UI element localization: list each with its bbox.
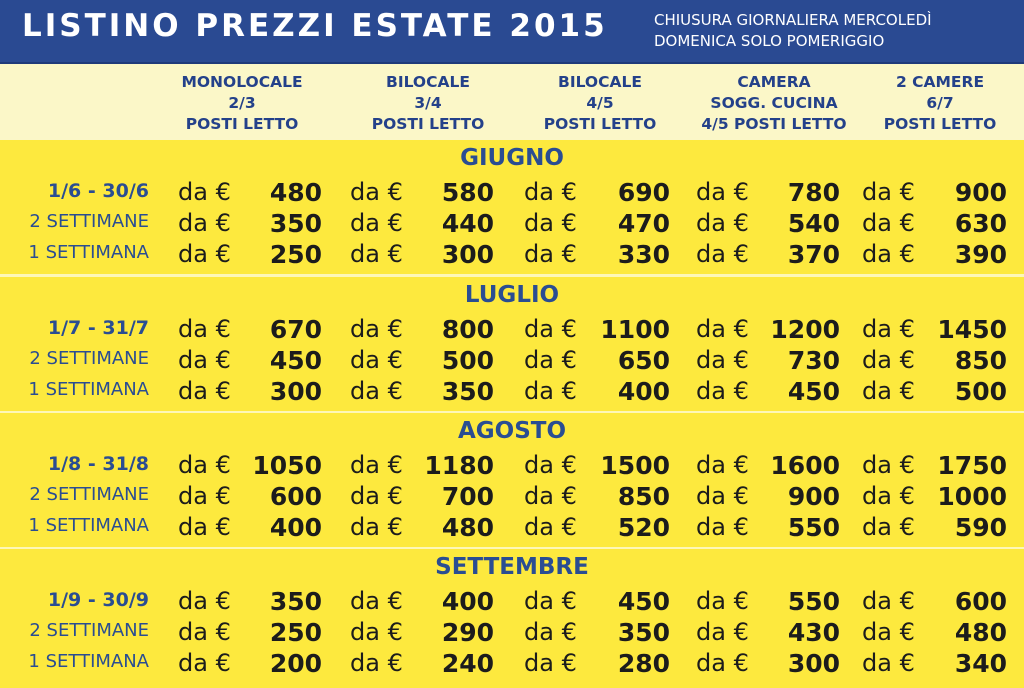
price-prefix: da €	[524, 178, 577, 206]
price-prefix: da €	[524, 209, 577, 237]
price-cell	[524, 209, 670, 239]
column-header-line: POSTI LETTO	[543, 115, 657, 133]
price-prefix: da €	[696, 513, 749, 541]
column-header-camera-cucina	[684, 72, 864, 135]
column-header-line: 4/5	[586, 94, 614, 112]
row-label: 1/7 - 31/7	[47, 317, 149, 339]
price-cell	[350, 451, 494, 481]
price-amount: 300	[441, 240, 494, 269]
price-amount: 1000	[937, 482, 1007, 511]
price-cell	[524, 618, 670, 648]
price-row-one-week	[0, 377, 1024, 407]
price-amount: 400	[269, 513, 322, 542]
price-prefix: da €	[862, 618, 915, 646]
price-prefix: da €	[862, 240, 915, 268]
price-cell	[696, 451, 840, 481]
column-header-bilocale-4-5	[510, 72, 690, 135]
price-amount: 350	[617, 618, 670, 647]
price-amount: 670	[269, 315, 322, 344]
price-row-full-period	[0, 451, 1024, 481]
price-prefix: da €	[178, 178, 231, 206]
price-row-one-week	[0, 649, 1024, 679]
month-section-luglio	[0, 277, 1024, 411]
price-amount: 850	[617, 482, 670, 511]
price-amount: 300	[787, 649, 840, 678]
price-amount: 520	[617, 513, 670, 542]
price-row-two-weeks	[0, 209, 1024, 239]
price-amount: 400	[617, 377, 670, 406]
price-prefix: da €	[524, 649, 577, 677]
price-amount: 540	[787, 209, 840, 238]
price-amount: 340	[954, 649, 1007, 678]
price-cell	[524, 377, 670, 407]
price-cell	[862, 451, 1007, 481]
price-cell	[350, 377, 494, 407]
price-cell	[862, 346, 1007, 376]
month-title: SETTEMBRE	[435, 554, 589, 580]
price-cell	[862, 209, 1007, 239]
price-prefix: da €	[696, 209, 749, 237]
price-prefix: da €	[862, 315, 915, 343]
price-amount: 900	[787, 482, 840, 511]
price-cell	[524, 178, 670, 208]
row-label: 1 SETTIMANA	[28, 379, 149, 400]
price-amount: 730	[787, 346, 840, 375]
price-prefix: da €	[178, 315, 231, 343]
column-header-line: BILOCALE	[558, 73, 642, 91]
price-amount: 370	[787, 240, 840, 269]
price-amount: 250	[269, 618, 322, 647]
price-prefix: da €	[524, 482, 577, 510]
price-amount: 500	[954, 377, 1007, 406]
price-cell	[350, 315, 494, 345]
price-cell	[524, 587, 670, 617]
column-header-line: 2 CAMERE	[895, 73, 985, 91]
price-amount: 200	[269, 649, 322, 678]
price-amount: 290	[441, 618, 494, 647]
price-prefix: da €	[524, 315, 577, 343]
opening-notes	[654, 10, 932, 52]
column-header-line: POSTI LETTO	[185, 115, 299, 133]
column-header-line: CAMERA	[737, 73, 811, 91]
price-cell	[350, 513, 494, 543]
price-amount: 1200	[770, 315, 840, 344]
price-prefix: da €	[178, 240, 231, 268]
price-cell	[862, 649, 1007, 679]
price-cell	[862, 587, 1007, 617]
price-cell	[178, 451, 322, 481]
price-cell	[178, 346, 322, 376]
price-prefix: da €	[350, 451, 403, 479]
month-section-giugno	[0, 140, 1024, 274]
price-cell	[696, 240, 840, 270]
price-prefix: da €	[350, 649, 403, 677]
price-prefix: da €	[524, 240, 577, 268]
price-prefix: da €	[350, 315, 403, 343]
price-amount: 590	[954, 513, 1007, 542]
price-prefix: da €	[862, 346, 915, 374]
price-prefix: da €	[524, 618, 577, 646]
row-label: 2 SETTIMANE	[29, 620, 149, 641]
price-amount: 1050	[252, 451, 322, 480]
column-header-line: 3/4	[414, 94, 442, 112]
price-row-full-period	[0, 315, 1024, 345]
column-header-monolocale	[152, 72, 332, 135]
row-label: 2 SETTIMANE	[29, 484, 149, 505]
column-header-line: MONOLOCALE	[181, 73, 303, 91]
price-prefix: da €	[862, 649, 915, 677]
price-prefix: da €	[350, 587, 403, 615]
price-amount: 690	[617, 178, 670, 207]
price-prefix: da €	[862, 209, 915, 237]
price-prefix: da €	[178, 618, 231, 646]
price-row-one-week	[0, 240, 1024, 270]
price-prefix: da €	[696, 315, 749, 343]
price-amount: 600	[269, 482, 322, 511]
column-header-bilocale-3-4	[338, 72, 518, 135]
price-cell	[350, 587, 494, 617]
price-amount: 480	[441, 513, 494, 542]
price-prefix: da €	[350, 618, 403, 646]
price-amount: 1450	[937, 315, 1007, 344]
row-label: 2 SETTIMANE	[29, 211, 149, 232]
price-cell	[178, 178, 322, 208]
price-row-one-week	[0, 513, 1024, 543]
price-prefix: da €	[696, 377, 749, 405]
price-amount: 900	[954, 178, 1007, 207]
row-label: 2 SETTIMANE	[29, 348, 149, 369]
price-cell	[178, 513, 322, 543]
price-amount: 430	[787, 618, 840, 647]
price-amount: 450	[269, 346, 322, 375]
row-label: 1/6 - 30/6	[47, 180, 149, 202]
price-prefix: da €	[178, 346, 231, 374]
price-amount: 350	[441, 377, 494, 406]
price-cell	[862, 618, 1007, 648]
price-prefix: da €	[696, 649, 749, 677]
price-amount: 550	[787, 513, 840, 542]
price-prefix: da €	[178, 587, 231, 615]
price-cell	[696, 618, 840, 648]
month-title: AGOSTO	[457, 418, 567, 444]
month-section-settembre	[0, 549, 1024, 688]
price-cell	[696, 346, 840, 376]
price-amount: 350	[269, 209, 322, 238]
column-header-2-camere	[850, 72, 1024, 135]
price-amount: 780	[787, 178, 840, 207]
price-prefix: da €	[696, 178, 749, 206]
price-prefix: da €	[696, 240, 749, 268]
month-section-agosto	[0, 413, 1024, 547]
price-row-two-weeks	[0, 482, 1024, 512]
price-prefix: da €	[178, 513, 231, 541]
price-prefix: da €	[524, 513, 577, 541]
price-cell	[696, 178, 840, 208]
price-cell	[178, 649, 322, 679]
price-amount: 280	[617, 649, 670, 678]
row-label: 1 SETTIMANA	[28, 651, 149, 672]
price-amount: 580	[441, 178, 494, 207]
price-cell	[524, 451, 670, 481]
price-cell	[350, 618, 494, 648]
price-prefix: da €	[862, 178, 915, 206]
price-prefix: da €	[862, 587, 915, 615]
price-amount: 450	[787, 377, 840, 406]
price-cell	[350, 240, 494, 270]
price-cell	[350, 346, 494, 376]
row-label: 1/9 - 30/9	[47, 589, 149, 611]
month-title: GIUGNO	[460, 145, 564, 171]
price-prefix: da €	[178, 377, 231, 405]
price-prefix: da €	[696, 482, 749, 510]
price-cell	[696, 482, 840, 512]
price-prefix: da €	[350, 346, 403, 374]
price-row-two-weeks	[0, 618, 1024, 648]
price-prefix: da €	[350, 482, 403, 510]
price-cell	[524, 482, 670, 512]
price-amount: 1750	[937, 451, 1007, 480]
price-amount: 1600	[770, 451, 840, 480]
price-cell	[862, 377, 1007, 407]
price-amount: 650	[617, 346, 670, 375]
title-bar	[0, 0, 1024, 64]
column-header-line: POSTI LETTO	[883, 115, 997, 133]
row-label: 1 SETTIMANA	[28, 242, 149, 263]
price-amount: 400	[441, 587, 494, 616]
price-prefix: da €	[696, 451, 749, 479]
price-amount: 480	[954, 618, 1007, 647]
price-cell	[862, 240, 1007, 270]
opening-note-closing-day: CHIUSURA GIORNALIERA MERCOLEDÌ	[654, 11, 932, 29]
price-cell	[524, 513, 670, 543]
row-label: 1 SETTIMANA	[28, 515, 149, 536]
price-amount: 550	[787, 587, 840, 616]
price-amount: 390	[954, 240, 1007, 269]
price-prefix: da €	[862, 482, 915, 510]
column-header-line: SOGG. CUCINA	[710, 94, 838, 112]
price-amount: 440	[441, 209, 494, 238]
price-cell	[350, 482, 494, 512]
price-amount: 250	[269, 240, 322, 269]
price-amount: 500	[441, 346, 494, 375]
price-amount: 240	[441, 649, 494, 678]
price-cell	[178, 377, 322, 407]
price-amount: 330	[617, 240, 670, 269]
price-cell	[696, 377, 840, 407]
price-cell	[350, 209, 494, 239]
price-row-two-weeks	[0, 346, 1024, 376]
price-amount: 800	[441, 315, 494, 344]
column-header-line: 6/7	[926, 94, 954, 112]
price-amount: 1180	[424, 451, 494, 480]
price-prefix: da €	[524, 377, 577, 405]
page-title: LISTINO PREZZI ESTATE 2015	[22, 8, 608, 44]
price-row-full-period	[0, 178, 1024, 208]
price-prefix: da €	[178, 209, 231, 237]
price-amount: 850	[954, 346, 1007, 375]
price-cell	[696, 587, 840, 617]
price-cell	[524, 240, 670, 270]
price-cell	[350, 178, 494, 208]
price-prefix: da €	[524, 346, 577, 374]
price-prefix: da €	[350, 178, 403, 206]
price-prefix: da €	[524, 451, 577, 479]
price-cell	[862, 513, 1007, 543]
price-prefix: da €	[178, 649, 231, 677]
row-label: 1/8 - 31/8	[47, 453, 149, 475]
price-cell	[524, 315, 670, 345]
price-amount: 600	[954, 587, 1007, 616]
opening-note-sunday: DOMENICA SOLO POMERIGGIO	[654, 32, 885, 50]
price-cell	[178, 209, 322, 239]
column-header-line: 4/5 POSTI LETTO	[701, 115, 847, 133]
price-amount: 300	[269, 377, 322, 406]
price-cell	[696, 315, 840, 345]
price-amount: 450	[617, 587, 670, 616]
price-prefix: da €	[178, 482, 231, 510]
price-cell	[178, 618, 322, 648]
price-prefix: da €	[862, 513, 915, 541]
price-prefix: da €	[350, 209, 403, 237]
price-prefix: da €	[524, 587, 577, 615]
price-prefix: da €	[862, 377, 915, 405]
price-amount: 470	[617, 209, 670, 238]
price-prefix: da €	[178, 451, 231, 479]
price-prefix: da €	[696, 587, 749, 615]
price-cell	[862, 315, 1007, 345]
column-header-line: 2/3	[228, 94, 256, 112]
price-cell	[862, 178, 1007, 208]
price-cell	[696, 209, 840, 239]
price-prefix: da €	[862, 451, 915, 479]
price-cell	[178, 315, 322, 345]
column-header-line: BILOCALE	[386, 73, 470, 91]
price-cell	[696, 649, 840, 679]
column-headers	[0, 64, 1024, 140]
price-cell	[350, 649, 494, 679]
price-cell	[862, 482, 1007, 512]
price-amount: 1100	[600, 315, 670, 344]
price-cell	[178, 482, 322, 512]
month-title: LUGLIO	[464, 282, 560, 308]
column-header-line: POSTI LETTO	[371, 115, 485, 133]
price-amount: 350	[269, 587, 322, 616]
price-cell	[524, 649, 670, 679]
price-prefix: da €	[350, 240, 403, 268]
price-row-full-period	[0, 587, 1024, 617]
price-prefix: da €	[696, 618, 749, 646]
price-prefix: da €	[350, 377, 403, 405]
price-cell	[178, 587, 322, 617]
price-amount: 1500	[600, 451, 670, 480]
price-amount: 700	[441, 482, 494, 511]
price-amount: 630	[954, 209, 1007, 238]
price-prefix: da €	[696, 346, 749, 374]
price-cell	[524, 346, 670, 376]
price-amount: 480	[269, 178, 322, 207]
price-prefix: da €	[350, 513, 403, 541]
price-cell	[178, 240, 322, 270]
price-cell	[696, 513, 840, 543]
